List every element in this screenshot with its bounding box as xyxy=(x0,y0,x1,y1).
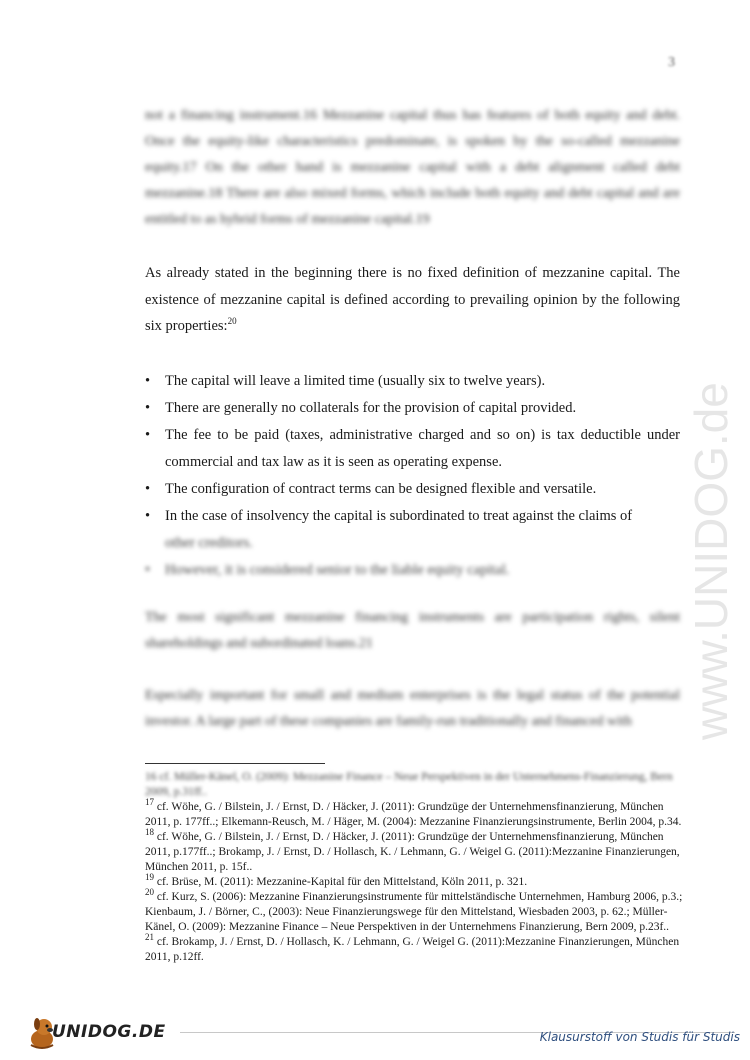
list-item-blurred-tail: other creditors. xyxy=(165,535,253,551)
list-item xyxy=(145,368,680,395)
footnote-16: 16 cf. Müller-Känel, O. (2009): Mezzanine Finance – Neue Perspektiven in der Unternehmens-Finanzierung, Bern 2009, p.31ff.. xyxy=(145,771,673,798)
watermark-svg xyxy=(665,300,750,750)
blurred-paragraph-top: not a financing instrument.16 Mezzanine capital thus has features of both equity and debt. Once the equity-like characteristics predominate, is spoken by the so-called mezzanine equity.17 On the other hand is mezzanine capital with a debt alignment called debt mezzanine.18 There are also mixed forms, which include both equity and debt capital and are entitled to as hybrid forms of mezzanine capital.19 xyxy=(145,108,680,227)
blurred-paragraph-sme: Especially important for small and medium enterprises is the legal status of the potential investor. A large part of these companies are family-run traditionally and financed with xyxy=(145,688,680,729)
page-number: 3 xyxy=(668,55,675,70)
footnote-21 xyxy=(145,932,685,965)
footnote-19 xyxy=(145,872,685,890)
footnote-18 xyxy=(145,827,685,875)
list-item xyxy=(145,395,680,422)
logo-text: UNIDOG.DE xyxy=(52,1022,166,1042)
bullet-icon: • xyxy=(145,481,151,497)
list-item-text: However, it is considered senior to the liable equity capital. xyxy=(165,562,510,578)
footnote-17 xyxy=(145,797,685,830)
footnote-number: 19 xyxy=(145,872,154,883)
list-item xyxy=(145,476,680,503)
bullet-icon: • xyxy=(145,427,151,443)
footer-tagline: Klausurstoff von Studis für Studis xyxy=(539,1030,740,1044)
list-item-text: There are generally no collaterals for the provision of capital provided. xyxy=(165,400,577,416)
intro-paragraph-text: As already stated in the beginning there is no fixed definition of mezzanine capital. The existence of mezzanine capital is defined according to prevailing opinion by the following six properties: xyxy=(145,265,680,334)
list-item-text: The capital will leave a limited time (usually six to twelve years). xyxy=(165,373,546,389)
footnote-number: 21 xyxy=(145,932,154,943)
blurred-paragraph-instruments: The most significant mezzanine financing instruments are participation rights, silent shareholdings and subordinated loans.21 xyxy=(145,610,680,651)
list-item-text: The configuration of contract terms can be designed flexible and versatile. xyxy=(165,481,597,497)
footnote-number: 20 xyxy=(145,887,154,898)
footnote-text: cf. Wöhe, G. / Bilstein, J. / Ernst, D. / Häcker, J. (2011): Grundzüge der Unternehmensfinanzierung, München 2011, p. 177ff..; Elkemann-Reusch, M. / Häger, M. (2004): Mezzanine Finanzierungsinstrumente, Berlin 2004, p.34. xyxy=(145,801,682,828)
footnote-number: 18 xyxy=(145,827,154,838)
list-item xyxy=(145,503,680,557)
footnote-text: cf. Kurz, S. (2006): Mezzanine Finanzierungsinstrumente für mittelständische Unternehmen, Hamburg 2006, p.3.; Kienbaum, J. / Börner, C., (2003): Neue Finanzierungswege für den Mittelstand, Wiesbaden 2003, p. 62.; Müller-Känel, O. (2009): Mezzanine Finance – Neue Perspektiven in der Unternehmens Finanzierung, Bern 2009, p.23f.. xyxy=(145,891,683,933)
bullet-icon: • xyxy=(145,400,151,416)
footnote-rule xyxy=(145,763,325,764)
list-item xyxy=(145,422,680,476)
footnote-ref-20: 20 xyxy=(227,316,237,327)
footnotes xyxy=(145,770,685,965)
list-item-text: The fee to be paid (taxes, administrative charged and so on) is tax deductible under commercial and tax law as it is seen as operating expense. xyxy=(165,427,680,470)
footnote-number: 17 xyxy=(145,797,154,808)
list-item-text: In the case of insolvency the capital is subordinated to treat against the claims of xyxy=(165,508,633,524)
footnote-text: cf. Brüse, M. (2011): Mezzanine-Kapital für den Mittelstand, Köln 2011, p. 321. xyxy=(156,876,528,888)
properties-list xyxy=(145,368,680,584)
footnote-text: cf. Brokamp, J. / Ernst, D. / Hollasch, K. / Lehmann, G. / Weigel G. (2011):Mezzanine Finanzierungen, München 2011, p.12ff. xyxy=(145,936,680,963)
footnote-20 xyxy=(145,887,685,935)
bullet-icon: • xyxy=(145,373,151,389)
bullet-icon: • xyxy=(145,508,151,524)
watermark xyxy=(665,300,750,750)
footnote-text: cf. Wöhe, G. / Bilstein, J. / Ernst, D. / Häcker, J. (2011): Grundzüge der Unternehmensfinanzierung, München 2011, p.177ff..; Brokamp, J. / Ernst, D. / Hollasch, K. / Lehmann, G. / Weigel G. (2011):Mezzanine Finanzierungen, München 2011, p. 15f.. xyxy=(145,831,680,873)
bullet-icon: • xyxy=(145,562,151,578)
intro-paragraph xyxy=(145,260,680,340)
list-item xyxy=(145,557,680,584)
watermark-text: www.UNIDOG.de xyxy=(685,382,737,740)
